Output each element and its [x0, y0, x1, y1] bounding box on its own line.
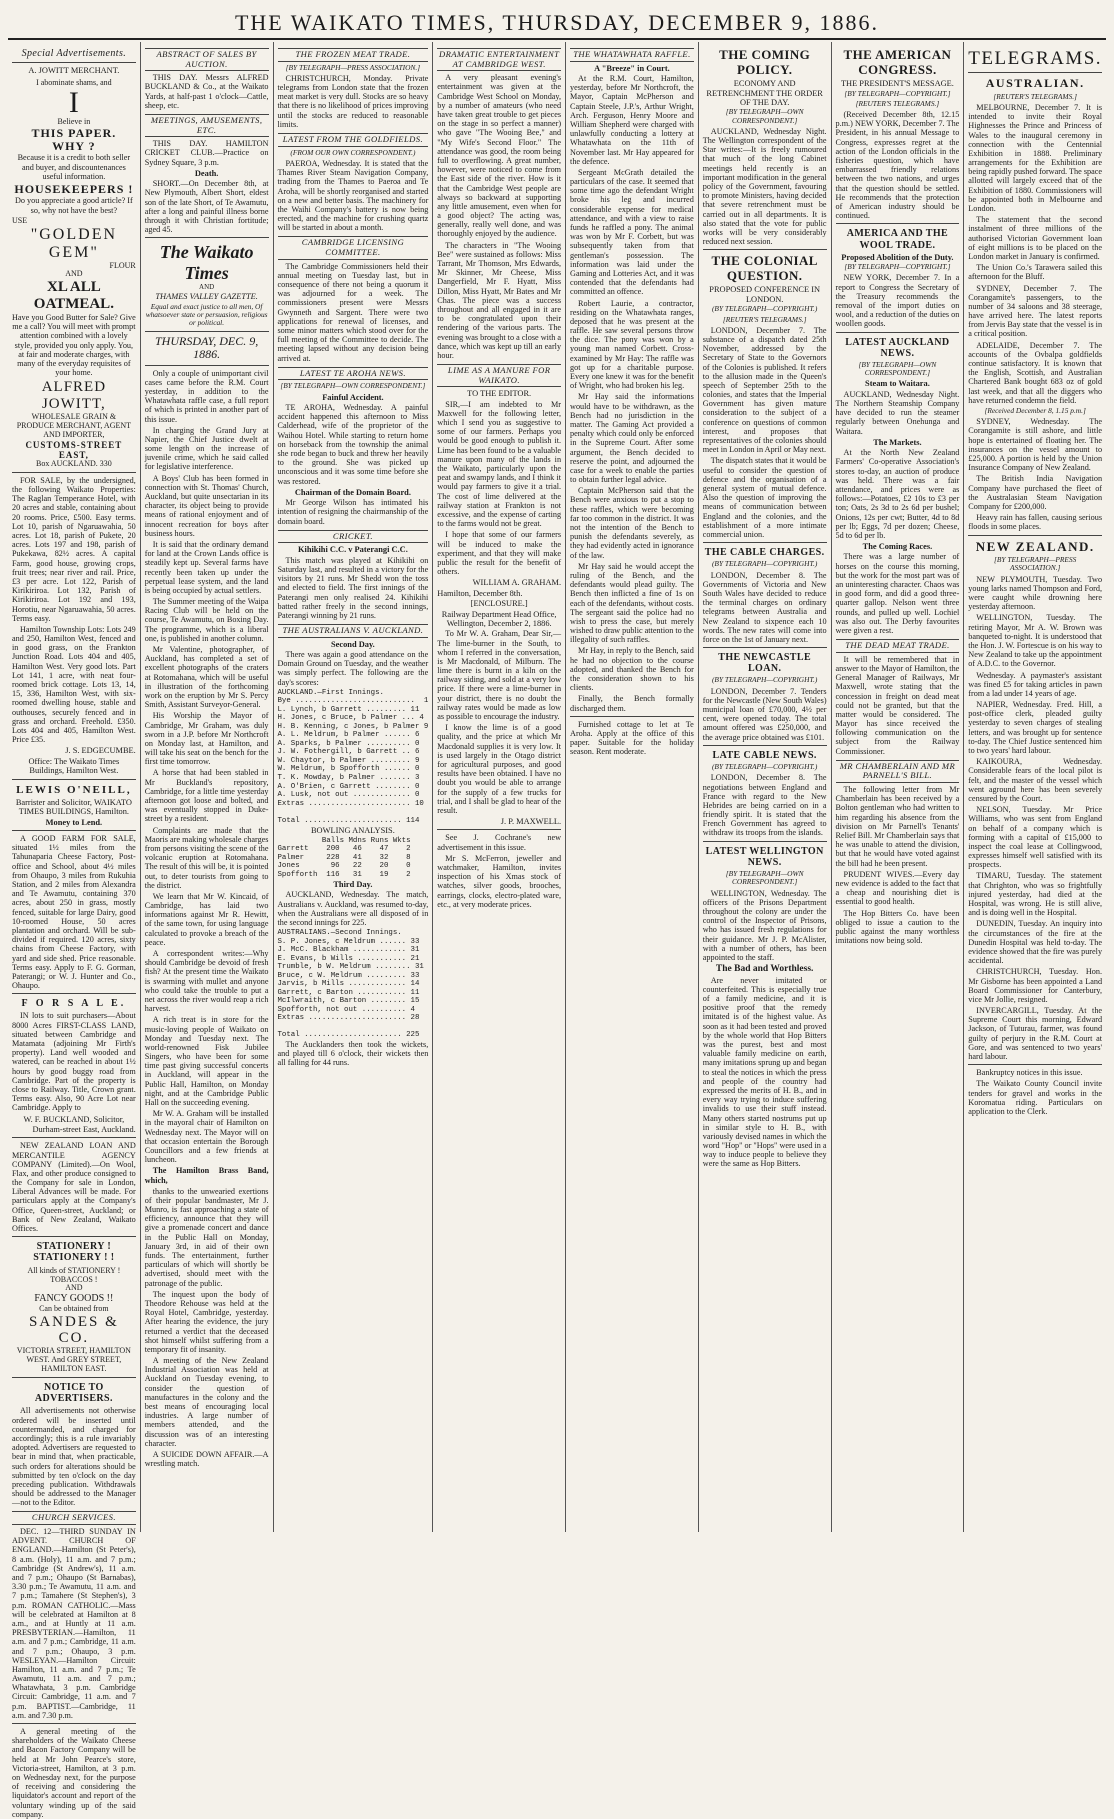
steam-heading: Steam to Waitara.	[865, 379, 930, 389]
australians-heading: THE AUSTRALIANS V. AUCKLAND.	[278, 624, 429, 638]
housekeepers: HOUSEKEEPERS !	[14, 181, 134, 196]
this-paper: THIS PAPER.	[31, 125, 117, 140]
third-day: Third Day.	[333, 880, 373, 890]
sydney-text-4: Heavy rain has fallen, causing serious floods in some places.	[968, 513, 1103, 532]
brass-band-para: thanks to the unwearied exertions of their popular bandmaster, Mr J. Munro, is fast approaching a state of efficiency, announce that they will give a promenade concert and dance in the Public Hall on Monday, January 3rd, in aid of their own funds. The entertainment, further particulars of which will shortly be advertised, should meet with the patronage of the public.	[144, 1186, 269, 1288]
congress-tag: [BY TELEGRAPH—COPYRIGHT.]	[844, 88, 951, 98]
column-3	[274, 42, 434, 1532]
divider	[12, 993, 136, 994]
auckland-tag: [BY TELEGRAPH—OWN CORRESPONDENT.]	[858, 359, 937, 378]
complaints-para: Complaints are made that the Maoris are making wholesale charges from persons visiting the scene of the volcanic eruption at Rotomahana. The result of this will be, it is pointed out, to deter tourists from going to the district.	[144, 825, 269, 890]
customs-street: CUSTOMS-STREET EAST,	[25, 439, 123, 460]
dramatic-text: A very pleasant evening's entertainment was given at the Cambridge West School on Monday, by a number of amateurs (who need have taken great trouble to get pieces on the stage in so perfect a manner) who gave "The Wooing Bee," and "My Wife's Second Floor." The attendance was good, the room being full to overflowing. A great number, however, were noticed to come from the East side of the river. How is it that the Cambridge West people are always so backward at supporting any little amusement, even when for a good object? The acting was, generally, really well done, and was thoroughly enjoyed by the audience.	[437, 73, 562, 239]
sandes-ad	[12, 1267, 136, 1374]
markets-heading: The Markets.	[873, 437, 922, 447]
goldfields-tag: (FROM OUR OWN CORRESPONDENT.)	[290, 147, 416, 157]
sales-text: THIS DAY. Messrs ALFRED BUCKLAND & Co., at the Waikato Yards, at half-past 1 o'clock—Cattle, sheep, etc.	[144, 73, 269, 110]
meeting-text: A general meeting of the shareholders of the Waikato Cheese and Bacon Factory Company will be held at Mr John Pearce's store, Victoria-street, Hamilton, at 3 p.m. on Wednesday next, for the purpose of receiving and considering the liquidator's account and report of the voluntary winding up of the said company.	[12, 1727, 136, 1819]
auckland-scores: AUCKLAND.—First Innings. Bye ........................... 1 L. Lynch, b Garrett ......... 11 H. Jones, c Bruce, b Palmer ... 4 H. B. Kenning, c Jones, b Palmer 9 A. L. Meldrum, b Palmer ...... 6 A. Sparks, b Palmer .......... 0 J. W. Fothergill, b Garrett .. 6 W. Chaytor, b Palmer ......... 9 W. Meldrum, b Spofforth ...... 0 T. K. Mowday, b Palmer ....... 3 A. O'Brien, c Garrett ........ 0 A. Lusk, not out ............. 0 Extras ....................... 10 Total ...................... 114	[277, 688, 429, 825]
napier-text: NAPIER, Wednesday. Fred. Hill, a post-office clerk, pleaded guilty yesterday to seven charges of stealing letters, and was brought up for sentence to-day. The Chief Justice sentenced him to two years' hard labour.	[968, 700, 1103, 755]
summer-meeting-para: The Summer meeting of the Waipa Racing Club will be held on the course, Te Awamutu, on Boxing Day. The programme, which is a liberal one, is published in another column.	[144, 597, 269, 643]
wellington-wed-text: Wednesday. A paymaster's assistant was fined £5 for taking articles in pawn from a lad under 14 years of age.	[968, 670, 1103, 698]
use-line: USE	[12, 215, 28, 225]
wool-heading: AMERICA AND THE WOOL TRADE.	[846, 228, 949, 251]
wellington-heading: LATEST WELLINGTON NEWS.	[705, 845, 824, 868]
chamberlain-text: The following letter from Mr Chamberlain has been received by a Bolton gentleman who had written to him regarding his absence from the division on Mr Parnell's Tenants' Relief Bill. Mr Chamberlain says that he was unable to attend the division, but that he would have voted against the bill had he been present.	[835, 785, 960, 868]
divider	[437, 829, 561, 830]
dead-meat-heading: THE DEAD MEAT TRADE.	[836, 639, 960, 653]
big-i: I	[68, 85, 79, 119]
australians-text: There was again a good attendance on the Domain Ground on Tuesday, and the weather was simply perfect. The following are the day's scores:	[277, 650, 429, 687]
forsale-properties: FOR SALE, by the undersigned, the following Waikato Properties: The Raglan Temperance Hotel, with 20 acres and stable, containing about 20 rooms. Price, £500. Easy terms. Lot 10, parish of Ngaruawahia, 50 acres. Lot 18, parish of Pukete, 20 acres. Lots 197 and 198, parish of Pukekawa, 82½ acres. A capital Farm, good house, growing crops, fruit trees; near river and rail. Price, £3 per acre. Lot 122, Parish of Kirikiriroa. Lot 132, Parish of Kirikiriroa. Lot 192 and 193, Horotiu, near Ngaruawahia, 50 acres. Terms easy.	[12, 475, 136, 623]
alfred-sub: WHOLESALE GRAIN & PRODUCE MERCHANT, AGENT AND IMPORTER,	[16, 411, 132, 439]
coming-policy-tag: [BY TELEGRAPH—OWN CORRESPONDENT.]	[725, 107, 804, 125]
oatmeal-line: XL ALL OATMEAL.	[33, 279, 114, 313]
lead-para: Only a couple of unimportant civil cases came before the R.M. Court yesterday, in addition to the Whatawhata raffle case, a full report of which is printed in another part of this issue.	[144, 368, 269, 424]
chamberlain-heading: MR CHAMBERLAIN AND MR PARNELL'S BILL.	[836, 760, 960, 783]
raffle-discharged: Finally, the Bench formally discharged them.	[570, 694, 694, 713]
paper-and: AND	[199, 282, 215, 291]
alfred-jowitt: ALFRED JOWITT,	[41, 379, 107, 413]
australian-heading: AUSTRALIAN.	[985, 76, 1085, 91]
graham-signature: WILLIAM A. GRAHAM.	[472, 578, 562, 588]
box-line: Box AUCKLAND. 330	[35, 458, 112, 468]
dunedin-text: DUNEDIN, Tuesday. An inquiry into the circumstances of the fire at the Dunedin Hospital was held to-day. The evidence showed that the fire was purely accidental.	[968, 919, 1103, 966]
column-4	[433, 42, 566, 1532]
raffle-text-4: Mr Hay said the informations would have to be withdrawn, as the Bench had no jurisdiction in the matter. The Gaming Act provided a penalty which could only be enforced in the Supreme Court. After some argument, the Bench decided to reserve the point, and adjourned the case for a week to enable the parties to obtain further legal advice.	[570, 392, 694, 485]
shams-line: I abominate shams, and	[36, 77, 112, 87]
new-zealand-heading: NEW ZEALAND.	[975, 538, 1095, 554]
cricket-heading: CRICKET.	[278, 530, 429, 544]
goldfields-heading: LATEST FROM THE GOLDFIELDS.	[278, 133, 429, 147]
mcferron-notice: Mr S. McFerron, jeweller and watchmaker, Hamilton, invites inspection of his Xmas stock of watches, silver goods, brooches, earrings, clocks, electro-plated ware, etc., at very moderate prices.	[437, 853, 562, 909]
meetings-heading: MEETINGS, AMUSEMENTS, ETC.	[145, 114, 269, 137]
congress-heading: THE AMERICAN CONGRESS.	[843, 47, 952, 77]
nz-loan-ad: NEW ZEALAND LOAN AND MERCANTILE AGENCY COMPANY (Limited).—On Wool, Flax, and other produce consigned to the Company for sale in London, Liberal Advances will be made. For particulars apply at the Company's Office, Queen-street, Auckland; or Bank of New Zealand, Waikato Offices.	[12, 1141, 136, 1234]
dramatic-text-2: The characters in "The Wooing Bee" were sustained as follows: Miss Tarrant, Mr Thomson, Mrs Edwards, Mr Skinner, Mr Cheese, Miss Dangerfield, Mr F. Hyatt, Miss Dillon, Miss Hyatt, Mr Bates and Mr Chas. The piece was a success throughout and all engaged in it are to be congratulated upon their rendering of the various parts. The evening was brought to a close with a dance, which was kept up till an early hour.	[437, 240, 562, 360]
colonial-text: LONDON, December 7. The substance of a dispatch dated 25th November, addressed by the Secretary of State to the Governors of the Colonies is published. It refers to the allusion made in the Queen's speech of September 25th to the colonies, and states that the Imperial Government has given mature consideration to the subject of a conference on questions of common interest, and proposes that representatives of the colonies should meet in London in April or May next.	[702, 325, 827, 455]
hamilton-properties: Hamilton Township Lots: Lots 249 and 250, Hamilton West, fenced and in good grass, on the Frankton Junction Road. Lots 404 and 405, Hamilton West. Very good lots. Part Lot 141, 1 acre, with neat four-roomed brick cottage. Lots 13, 14, 15, 336, Hamilton West, with six-roomed dwelling house, stable and outhouses, securely fenced and in grass and orchard. Freehold. £350. Lots 404 and 405, Hamilton West. Price £35.	[12, 624, 136, 745]
sydney-text-3: The British India Navigation Company have purchased the fleet of the Australasian Steam Navigation Company for £200,000.	[968, 474, 1103, 511]
to-editor: TO THE EDITOR.	[467, 389, 532, 399]
domain-text: Mr George Wilson has intimated his intention of resigning the chairmanship of the domain board.	[277, 498, 429, 526]
graham-place: Hamilton, December 8th.	[437, 588, 523, 598]
all-kinds: All kinds of STATIONERY !	[27, 1265, 121, 1275]
oneill-sub: Barrister and Solicitor, WAIKATO TIMES BUILDINGS, Hamilton.	[15, 797, 132, 817]
divider	[12, 1137, 136, 1138]
newspaper-title: THE WAIKATO TIMES, THURSDAY, DECEMBER 9, 1886.	[234, 10, 880, 35]
divider	[12, 472, 136, 473]
raffle-subheading: A "Breeze" in Court.	[594, 63, 670, 73]
believe-line: Believe in	[57, 116, 91, 126]
te-aroha-heading: LATEST TE AROHA NEWS.	[278, 367, 429, 381]
divider	[145, 331, 269, 332]
score-text: The Aucklanders then took the wickets, and played till 6 o'clock, their wickets then all falling for 44 runs.	[277, 1039, 429, 1068]
congress-text: (Received December 8th, 12.15 p.m.) NEW YORK, December 7. The President, in his annual Message to Congress, expresses regret at the action of the London officials in the fisheries question, which have embarrassed friendly relations between the two nations, and urges that the question should be settled. He recommends that the protection of American industry should be continued.	[835, 110, 960, 221]
licensing-text: The Cambridge Commissioners held their annual meeting on Tuesday last, but in consequence of there not being a quorum it was adjourned for a week. The commissioners present were Messrs Gwynneth and Sargent. There were two applications for renewal of licenses, and some minor matters which stood over for the full meeting of the Committee to decide. The meeting lapsed without any decision being arrived at.	[277, 261, 429, 363]
raffle-heading: THE WHATAWHATA RAFFLE.	[570, 48, 694, 62]
late-cable-text: LONDON, December 8. The negotiations between England and France with regard to the New Hebrides are being carried on in a friendly spirit. It is stated that the French Government has agreed to withdraw its troops from the islands.	[702, 773, 827, 838]
newcastle-heading: THE NEWCASTLE LOAN.	[718, 652, 812, 675]
raffle-text-2: Sergeant McGrath detailed the particulars of the case. It seemed that some time ago the defendant Wright broke his leg and incurred considerable expense for medical attendance, and with a view to raise funds he raffled a pony. The animal was won by Mr F. Corbett, but was subsequently taken from that gentleman's possession. The information was laid under the Gaming and Lotteries Act, and it was contended that the defendants had committed an offence.	[570, 167, 694, 297]
colonial-text-2: The dispatch states that it would be useful to consider the question of defence and the organisation of a general system of mutual defence. Also the question of improving the means of communication between England and the colonies, and the establishment of a more intimate commercial union.	[702, 456, 827, 539]
cricket-text: This match was played at Kihikihi on Saturday last, and resulted in a victory for the visitors by 21 runs. Mr Shedd won the toss and elected to field. The first innings of the Paterangi men only realised 24. Kihikihi batted rather freely in the second innings, Paterangi winning by 21 runs.	[277, 555, 429, 620]
death-heading: Death.	[194, 168, 219, 178]
suicide-para: A SUICIDE DOWN AFFAIR.—A wrestling match.	[144, 1449, 269, 1469]
coming-policy-heading: THE COMING POLICY.	[719, 47, 811, 77]
wool-tag: [BY TELEGRAPH—COPYRIGHT.]	[844, 262, 951, 272]
late-cable-tag: (BY TELEGRAPH—COPYRIGHT.)	[711, 762, 818, 772]
tobaccos: TOBACCOS !	[50, 1274, 98, 1284]
bowling-scores: Balls Mdns Runs Wkts Garrett 200 46 47 2 Palmer 228 41 32 8 Jones 96 22 20 0 Spofforth 116 31 19 2	[277, 836, 411, 879]
races-heading: The Coming Races.	[862, 542, 933, 552]
wool-text: NEW YORK, December 7. In a report to Congress the Secretary of the Treasury recommends the removal of the import duties on wool, and a reduction of the duties on woollen goods.	[835, 273, 960, 329]
obtained-from: Can be obtained from	[39, 1303, 109, 1313]
column-8	[964, 42, 1106, 1532]
australian-scores: AUSTRALIANS.—Second Innings. S. P. Jones, c Meldrum ...... 33 J. McC. Blackham ............ 31 E. Evans, b Wills ........... 21 Trumble, b W. Meldrum ........ 31 Bruce, c W. Meldrum ......... 33 Jarvis, b Mills ............. 14 Garrett, c Barton ........... 11 McIlwraith, c Barton ........ 15 Spofforth, not out .......... 4 Extras ...................... 28 Total ...................... 225	[277, 929, 424, 1040]
divider	[703, 841, 827, 842]
why-text: Because it is a credit to both seller and buyer, and discountenances useful information.	[17, 153, 131, 181]
motto: Equal and exact justice to all men, Of whatsoever state or persuasion, religious or political.	[145, 301, 268, 328]
oatmeal-text: Have you Good Butter for Sale? Give me a call? You will meet with prompt attention combined with a lovely style, provided you only apply. You, at fair and moderate charges, with many of the everyday requisites of your home.	[12, 313, 136, 378]
column-5	[566, 42, 699, 1532]
divider	[145, 237, 269, 238]
for-sale-heading: F O R S A L E.	[21, 998, 127, 1010]
divider	[12, 62, 136, 63]
newcastle-tag: (BY TELEGRAPH—COPYRIGHT.)	[711, 675, 818, 685]
raffle-text-5: Captain McPherson said that the Bench were anxious to put a stop to these raffles, which were becoming far too common in the district. It was not the intention of the Bench to punish the defendants severely, as they had evidently acted in ignorance of the law.	[570, 486, 694, 560]
boys-club-para: A Boys' Club has been formed in connection with St. Thomas' Church, Auckland, but quite unsectarian in its character, its object being to provide means of rational enjoyment and of innocent recreation for boys after business hours.	[144, 473, 269, 538]
bad-worthless-text: Are never imitated or counterfeited. This is especially true of a family medicine, and it is positive proof that the remedy imitated is of the highest value. As soon as it had been tested and proved by the whole world that Hop Bitters was the purest, best and most valuable family medicine on earth, many imitations sprung up and began to steal the notices in which the press and people of the country had expressed the merits of H. B., and in every way trying to induce suffering invalids to use their stuff instead. Many others started nostrums put up in similar style to H. B., with variously devised names in which the word "Hop" or "Hops" were used in a way to induce people to believe they were the same as Hop Bitters.	[702, 975, 827, 1169]
races-text: There was a large number of horses on the course this morning, but the work for the most part was of an uninteresting character. Chaos was in good form, and did a good three-quarter gallop. Nelson went three rounds, and pulled up well. Lochiel was also out. The Derby favourites were given a rest.	[835, 552, 960, 635]
church-heading: CHURCH SERVICES.	[12, 1511, 136, 1525]
union-text: The Union Co.'s Tarawera sailed this afternoon for the Bluff.	[968, 263, 1103, 282]
bowling-heading: BOWLING ANALYSIS.	[310, 826, 395, 836]
cable-heading: THE CABLE CHARGES.	[704, 547, 825, 559]
sandes-co: SANDES & CO.	[28, 1313, 119, 1347]
fancy-goods: FANCY GOODS !!	[34, 1293, 114, 1305]
second-day: Second Day.	[331, 639, 375, 649]
dramatic-heading: DRAMATIC ENTERTAINMENT AT CAMBRIDGE WEST.	[437, 48, 561, 71]
railway-header: Railway Department Head Office, Wellington, December 2, 1886.	[441, 609, 557, 628]
land-for-sale: IN lots to suit purchasers—About 8000 Acres FIRST-CLASS LAND, situated between Cambridge and Matamata (adjoining Mr Firth's property). Land well wooded and watered, can be reached in about 1½ hours by good buggy road from Cambridge. Part of the property is close to Railway. Title, Crown grant. Terms easy. Also, 90 Acre Lot near Cambridge. Apply to	[12, 1011, 136, 1113]
lime-heading: LIME AS A MANURE FOR WAIKATO.	[437, 364, 561, 387]
maxwell-signature: J. P. MAXWELL.	[500, 817, 562, 827]
frozen-tag: [BY TELEGRAPH—PRESS ASSOCIATION.]	[285, 62, 421, 72]
divider	[12, 1377, 136, 1378]
buckland-sub: Durham-street East, Auckland.	[32, 1124, 136, 1134]
divider	[703, 745, 827, 746]
page-columns	[8, 42, 1106, 1819]
raffle-text-6: Mr Hay said he would accept the ruling of the Bench, and the defendants would plead guilty. The Bench then inflicted a fine of 1s on each of the defendants, without costs. The sergeant said the police had no wish to press the case, but merely wished to draw public attention to the illegality of such raffles.	[570, 561, 694, 645]
divider	[703, 647, 827, 648]
te-aroha-tag: [BY TELEGRAPH—OWN CORRESPONDENT.]	[280, 381, 426, 391]
church-text: DEC. 12—THIRD SUNDAY IN ADVENT. CHURCH OF ENGLAND.—Hamilton (St Peter's), 8 a.m. (Holy), 11 a.m. and 7 p.m.; Cambridge (St Andrew's), 11 a.m. and 7 p.m.; Ohaupo (St Barnabas), 3.30 p.m.; Te Awamutu, 11 a.m. and 7 p.m.; Tamahere (St Stephen's), 3 p.m. ROMAN CATHOLIC.—Mass will be celebrated at Hamilton at 8 a.m., and at Huntly at 11 a.m. PRESBYTERIAN.—Hamilton, 11 a.m. and 7 p.m.; Cambridge, 11 a.m. and 7 p.m.; Ohaupo, 3 p.m. WESLEYAN.—Hamilton Circuit: Hamilton, 11 a.m. and 7 p.m.; Te Awamutu, 11 a.m. and 7 p.m.; Whatawhata, 3 p.m. Cambridge Circuit: Cambridge, 11 a.m. and 7 p.m. BAPTIST.—Cambridge, 11 a.m. and 7.30 p.m.	[12, 1527, 136, 1720]
land-demand-para: It is said that the ordinary demand for land at the Crown Lands office is steadily kept up. Several farms have recently been taken up under the perpetual lease system, and the land is being occupied by actual settlers.	[144, 539, 269, 595]
received-tag: [Received December 8, 1.15 p.m.]	[984, 405, 1086, 415]
bankruptcy-notice: Bankruptcy notices in this issue.	[976, 1068, 1083, 1078]
mayor-para: His Worship the Mayor of Cambridge, Mr Graham, was duly sworn in a J.P. before Mr Northcroft on Monday last, at Hamilton, and will take his seat on the bench for the first time tomorrow.	[144, 711, 269, 767]
column-1	[8, 42, 141, 1819]
rich-treat-para: A rich treat is in store for the music-loving people of Waikato on Monday and Tuesday next. The world-renowned Fisk Jubilee Singers, who have been for some time past giving successful concerts in Auckland, will appear in the Public Hall, Hamilton, on Monday night, and at the Cambridge Public Hall on the succeeding evening.	[144, 1015, 269, 1108]
column-7	[832, 42, 965, 1532]
cricket-match: Kihikihi C.C. v Paterangi C.C.	[297, 545, 408, 555]
kaikoura-text: KAIKOURA, Wednesday. Considerable fears of the local pilot is felt, and the master of the vessel which went aground here has been severely censured by the Court.	[968, 757, 1103, 803]
telegrams-heading: TELEGRAMS.	[968, 48, 1103, 69]
lime-text: SIR,—I am indebted to Mr Maxwell for the following letter, which I send you as suggestive to some of our farmers. Perhaps you would be good enough to publish it. Lime has been found to be a valuable manure upon many of the lands in the Waikato, particularly upon the peat and swampy lands, and I think it would pay farmers to give it a trial. The cost of lime delivered at the railway station at Frankton is not excessive, and the expense of carting to the farms would not be great.	[437, 399, 562, 529]
flour-line: FLOUR	[109, 260, 136, 270]
auckland-heading: LATEST AUCKLAND NEWS.	[845, 336, 950, 359]
railway-text-2: I know the lime is of a good quality, and the price at which Mr Macdonald supplies it is very low. It is used largely in the Otago district for agricultural purposes, and good results have been obtained. I have no doubt you would be able to arrange for the supply of a few trucks for trial, and I shall be glad to hear of the result.	[437, 723, 562, 815]
sydney-text-2: SYDNEY, Wednesday. The Corangamite is still ashore, and little hope is entertained of floating her. The insurances on the vessel amount to £25,000. A portion is held by the Union Insurance Company of New Zealand.	[968, 417, 1103, 473]
jowitt-merchant: A. JOWITT MERCHANT.	[28, 66, 120, 76]
divider	[12, 779, 136, 780]
licensing-heading: CAMBRIDGE LICENSING COMMITTEE.	[278, 236, 429, 259]
jury-para: In charging the Grand Jury at Napier, the Chief Justice dwelt at some length on the increase of juvenile crime, which he said called for legislative interference.	[144, 425, 269, 472]
bad-worthless-heading: The Bad and Worthless.	[715, 964, 814, 975]
frozen-text: CHRISTCHURCH, Monday. Private telegrams from London state that the frozen meat market is very dull. Stocks are so heavy that there is no likelihood of prices improving until the stocks are reduced to reasonable limits.	[277, 73, 429, 129]
cochrane-notice: See J. Cochrane's new advertisement in this issue.	[437, 833, 562, 852]
christchurch-text: CHRISTCHURCH, Tuesday. Hon. Mr Gisborne has been appointed a Land Board Commissioner for Canterbury, vice Mr Jollie, resigned.	[968, 967, 1103, 1004]
coming-policy-text: AUCKLAND, Wednesday Night. The Wellington correspondent of the Star writes:—It is freely rumoured that much of the long Cabinet meetings held recently is an important modification in the general policy of the Government, favouring to promote Ministers, having decided that severe retrenchment must be carried out in all departments. It is also stated that the vote for public works will be very considerably reduced next session.	[702, 126, 827, 247]
cottage-notice: Furnished cottage to let at Te Aroha. Apply at the office of this paper. Suitable for the holiday season. Rent moderate.	[570, 719, 694, 757]
divider	[12, 1236, 136, 1237]
notice-text: All advertisements not otherwise ordered will be inserted until countermanded, and charged for accordingly; this is a rule invariably adopted. Advertisers are requested to bear in mind that, when practicable, such orders for alterations should be submitted by ten o'clock on the day preceding publication. Withdrawals should be addressed to the Manager—not to the Editor.	[12, 1406, 136, 1508]
colonial-sub: PROPOSED CONFERENCE IN LONDON.	[709, 285, 821, 304]
why-line: WHY ?	[52, 138, 96, 153]
special-ads-heading: Special Advertisements.	[21, 48, 127, 59]
sandes-address: VICTORIA STREET, HAMILTON WEST. And GREY STREET, HAMILTON EAST.	[16, 1346, 131, 1374]
reuter-tag: [REUTER'S TELEGRAMS.]	[722, 314, 807, 324]
congress-reuter: [REUTER'S TELEGRAMS.]	[855, 98, 940, 108]
column-6	[699, 42, 832, 1532]
cable-text: LONDON, December 8. The Governments of Victoria and New South Wales have decided to reduce the terminal charges on ordinary telegrams between Australia and New Zealand to sixpence each 10 words. The new rates will come into force on the 1st of January next.	[702, 570, 827, 644]
paper-title: The Waikato Times	[159, 242, 254, 283]
kincaid-para: We learn that Mr W. Kincaid, of Cambridge, has laid two informations against Mr R. Hewitt, of the same town, for using language calculated to provoke a breach of the peace.	[144, 891, 269, 947]
colonial-tag: (BY TELEGRAPH—COPYRIGHT.)	[711, 304, 818, 314]
congress-sub: THE PRESIDENT'S MESSAGE.	[840, 79, 954, 89]
and-line: AND	[65, 269, 83, 279]
industrial-para: A meeting of the New Zealand Industrial Association was held at Auckland on Tuesday evening, to consider the question of manufactures in the colony and the best means of encouraging local industries. A large number of members attended, and the discussion was of an interesting character.	[144, 1356, 269, 1448]
buckland: W. F. BUCKLAND, Solicitor,	[23, 1114, 125, 1124]
chairman-heading: Chairman of the Domain Board.	[294, 487, 411, 497]
wellington-text: WELLINGTON, Tuesday. The retiring Mayor, Mr A. W. Brown was banqueted to-night. It is understood that the Hon. J. W. Fortescue is on his way to New Zealand to take up the appointment of A.D.C. to the Governor.	[968, 613, 1103, 669]
coming-policy-sub: ECONOMY AND RETRENCHMENT THE ORDER OF THE DAY.	[706, 79, 823, 107]
divider	[836, 332, 960, 333]
housekeepers-text: Do you appreciate a good article? If so, why not have the best?	[14, 196, 133, 215]
divider	[968, 72, 1102, 73]
melbourne-text-2: The statement that the second instalment of three millions of the authorised Victorian Government loan of eight millions is to be placed on the London market in January is confirmed.	[968, 215, 1103, 261]
wellington-text: WELLINGTON, Wednesday. The officers of the Prisons Department throughout the colony are under the control of the Inspector of Prisons, who has issued fresh regulations for their guidance. Mr J. P. McAlister, with a number of others, has been appointed to the staff.	[702, 888, 827, 962]
colonial-heading: THE COLONIAL QUESTION.	[711, 253, 818, 283]
frozen-meat-heading: THE FROZEN MEAT TRADE.	[278, 48, 429, 62]
divider	[968, 1064, 1102, 1065]
edgecumbe: J. S. EDGECUMBE.	[65, 746, 136, 756]
press-assoc-tag: [BY TELEGRAPH—PRESS ASSOCIATION.]	[994, 555, 1077, 573]
divider	[570, 716, 694, 717]
new-plymouth-text: NEW PLYMOUTH, Tuesday. Two young larks named Thompson and Ford, were caught while drowning here yesterday afternoon.	[968, 574, 1103, 612]
third-day-text: AUCKLAND, Wednesday. The match, Australians v. Auckland, was resumed to-day, when the Australians were all disposed of in the second innings for 225.	[277, 890, 429, 928]
valentine-para: Mr Valentine, photographer, of Auckland, has completed a set of excellent photographs of the craters at Rotomahana, which will be useful in illustration of the forthcoming work on the eruption by Mr S. Percy Smith, Assistant Surveyor-General.	[144, 645, 269, 710]
and-line: AND	[65, 1283, 83, 1293]
column-2	[141, 42, 274, 1532]
dead-meat-text: It will be remembered that in answer to the Mayor of Hamilton, the General Manager of Railways, Mr Maxwell, wrote stating that the concession in freight on dead meat could not be granted, but that the matter would be considered. The Mayor has since received the following communication on the subject from the Railway Commissioner.	[835, 654, 960, 756]
correspondent-para: A correspondent writes:—Why should Cambridge be devoid of fresh fish? At the present time the Waikato is swarming with mullet and anyone who could take the trouble to put a net across the river would reap a rich harvest.	[144, 949, 269, 1014]
raffle-text-3: Robert Laurie, a contractor, residing on the Whatawhata ranges, deposed that he was present at the raffle. He saw several persons throw the dice. The pony was won by a young man named Corbett. Cross-examined by Mr Hay: The raffle was got up for a charitable purpose. Every one knew it was for the benefit of Wright, who had broken his leg.	[570, 298, 694, 391]
stationery-heading: STATIONERY ! STATIONERY ! !	[33, 1241, 115, 1264]
nelson-text: NELSON, Tuesday. Mr Price Williams, who was sent from England on behalf of a company which is forming with a capital of £15,000 to inspect the coal lease at Collingwood, expresses himself well satisfied with its prospects.	[968, 805, 1103, 870]
cable-tag: (BY TELEGRAPH—COPYRIGHT.)	[711, 559, 818, 569]
te-aroha-text: TE AROHA, Wednesday. A painful accident happened this afternoon to Miss Calderhead, wife of the proprietor of the Waihou Hotel. While starting to return home on horseback from the township the animal she rode began to buck and threw her heavily to the ground. She was picked up unconscious and it was some time before she was restored.	[277, 403, 429, 486]
oneill: LEWIS O'NEILL,	[16, 783, 132, 796]
wellington-tag: [BY TELEGRAPH—OWN CORRESPONDENT.]	[725, 869, 804, 887]
county-council-notice: The Waikato County Council invite tenders for gravel and works in the Koromatua riding. Particulars on application to the Clerk.	[968, 1079, 1103, 1116]
paper-subtitle: THAMES VALLEY GAZETTE.	[155, 292, 258, 302]
invercargill-text: INVERCARGILL, Tuesday. At the Supreme Court this morning, Edward Jackson, of Tuturau, farmer, was found guilty of perjury in the R.M. Court at Gore, and was sentenced to two years' hard labour.	[968, 1006, 1103, 1061]
lime-text-2: I hope that some of our farmers will be induced to make the experiment, and that they will make public the result for the benefit of others.	[437, 530, 562, 577]
brass-band-lead: The Hamilton Brass Band, which,	[144, 1166, 269, 1185]
divider	[836, 223, 960, 224]
hop-bitters-text: The Hop Bitters Co. have been obliged to issue a caution to the public against the many worthless imitations now being sold.	[835, 908, 960, 946]
steam-text: AUCKLAND, Wednesday Night. The Northern Steamship Company have decided to run the steamer regularly between Onehunga and Waitara.	[835, 389, 960, 436]
enclosure: [ENCLOSURE.]	[470, 599, 528, 609]
meetings-text: THIS DAY. HAMILTON CRICKET CLUB.—Practice on Sydney Square, 3 p.m.	[144, 139, 269, 167]
divider	[703, 542, 827, 543]
money-to-lend: Money to Lend.	[45, 817, 103, 827]
reuter-tag: [REUTER'S TELEGRAMS.]	[993, 91, 1078, 101]
inquest-para: The inquest upon the body of Theodore Rehouse was held at the Royal Hotel, Cambridge, yesterday. After hearing the evidence, the jury returned a verdict that the deceased shot himself whilst suffering from a temporary fit of insanity.	[144, 1289, 269, 1354]
death-text: SHORT.—On December 8th, at New Plymouth, Albert Short, eldest son of the late Short, of Te Awamutu, after a long and painful illness borne through it with Christian fortitude; aged 45.	[144, 179, 269, 235]
good-farm-ad: A GOOD FARM FOR SALE, situated 1½ miles from the Tahunaparia Cheese Factory, Post-office and School, about 4½ miles from Ohaupo, 3 miles from Rukuhia Station, and 2 miles from Alexandra and Te Awamutu, containing 370 acres, about 250 in grass, mostly fenced, suitable for large Dairy, good 10-roomed House, 50 acres plantation and orchard. Will be sub-divided if required. 120 acres, sixty chains from Cheese Factory, with yard and side shed. Price reasonable. Terms easy. Apply to F. G. Gorman, Paterangi; or W. J. Hunter and Co., Ohaupo.	[12, 834, 136, 991]
raffle-text-7: Mr Hay, in reply to the Bench, said he had no objection to the course adopted, and thanked the Bench for the consideration shown to his clients.	[570, 646, 694, 693]
divider	[703, 249, 827, 250]
notice-heading: NOTICE TO ADVERTISERS.	[34, 1382, 113, 1405]
divider	[12, 1723, 136, 1724]
masthead	[8, 4, 1106, 40]
jowitt-ad	[12, 79, 136, 469]
horse-para: A horse that had been stabled in Mr Buckland's repository, Cambridge, for a little time yesterday afternoon got loose and bolted, and was eventually stopped in Duke-street by a resident.	[144, 768, 269, 824]
edgecumbe-office: Office: The Waikato Times Buildings, Hamilton West.	[28, 756, 120, 776]
melbourne-text: MELBOURNE, December 7. It is intended to invite their Royal Highnesses the Prince and Princess of Wales to the inaugural ceremony in connection with the Centennial Exhibition in 1888. Preliminary arrangements for the Exhibition are being rapidly pushed forward. The space allotted will largely exceed that of the Exhibition of 1880. Commissioners will be appointed both in Melbourne and London.	[968, 102, 1103, 214]
divider	[145, 365, 269, 366]
graham-para: Mr W. A. Graham will be installed in the mayoral chair of Hamilton on Wednesday next. The Mayor will on that occasion entertain the Borough Councillors and a few friends at luncheon.	[144, 1109, 269, 1165]
newcastle-text: LONDON, December 7. Tenders for the Newcastle (New South Wales) municipal loan of £70,000, 4½ per cent, were opened today. The total amount offered was £250,000, and the average price obtained was £101.	[702, 686, 827, 742]
wool-sub: Proposed Abolition of the Duty.	[841, 252, 954, 262]
adelaide-text: ADELAIDE, December 7. The accounts of the Ovbalpa goldfields continue satisfactory. It is known that the English, Scottish, and Australian Chartered Bank bought 683 oz of gold last week, and that all the diggers who have returned condemn the field.	[968, 340, 1103, 405]
goldfields-text: PAEROA, Wednesday. It is stated that the Thames River Steam Navigation Company, trading from the Thames to Paeroa and Te Aroha, will be shortly reorganised and started on a new and better basis. The machinery for the Waihi Company's battery is now being erected, and the machine for crushing quartz will be started in about a month.	[277, 158, 429, 233]
late-cable-heading: LATE CABLE NEWS.	[712, 749, 817, 761]
divider	[968, 535, 1102, 536]
raffle-text-1: At the R.M. Court, Hamilton, yesterday, before Mr Northcroft, the Mayor, Captain McPherson and Captain Steele, J.P.'s, Arthur Wright, Arch. Ferguson, Henry Moore and William Shepherd were charged with unlawfully conducting a lottery at Whatawhata on the 11th of November last. Mr Hay appeared for the defence.	[570, 74, 694, 166]
sydney-text: SYDNEY, December 7. The Corangamite's passengers, to the number of 34 saloons and 38 steerage, have arrived here. The latest reports from Jervis Bay state that the vessel is in a critical position.	[968, 283, 1103, 339]
dateline: THURSDAY, DEC. 9, 1886.	[155, 333, 259, 362]
prudent-wives-text: PRUDENT WIVES.—Every day new evidence is added to the fact that a cheap and nourishing diet is essential to good health.	[835, 869, 960, 907]
divider	[12, 830, 136, 831]
markets-text: At the North New Zealand Farmers' Co-operative Association's stores to-day, an auction of produce was held. There was a fair attendance, and prices were as follows:—Potatoes, £2 10s to £3 per ton; Oats, 2s 3d to 2s 6d per bushel; Onions, 12s per cwt; Butter, 4d to 8d per lb; Eggs, 7d per dozen; Cheese, 5d to 6d per lb.	[835, 448, 960, 540]
timaru-text: TIMARU, Tuesday. The statement that Chrighton, who was so frightfully injured yesterday, had died at the Hospital, was wrong. He is still alive, and is doing well in the Hospital.	[968, 871, 1103, 918]
sales-heading: ABSTRACT OF SALES BY AUCTION.	[145, 48, 269, 71]
railway-text: To Mr W. A. Graham, Dear Sir,—The lime-burner in the South, to whom I referred in the conversation, is Mr Macdonald, of Milburn. The lime there is burnt in a kiln on the railway siding, and sold at a very low price. If there were a lime-burner in your district, there is no doubt the railway rates would be made as low as possible to encourage the industry.	[437, 629, 562, 721]
painful-accident: Fainful Accident.	[322, 392, 384, 402]
golden-gem: "GOLDEN GEM"	[30, 225, 118, 261]
